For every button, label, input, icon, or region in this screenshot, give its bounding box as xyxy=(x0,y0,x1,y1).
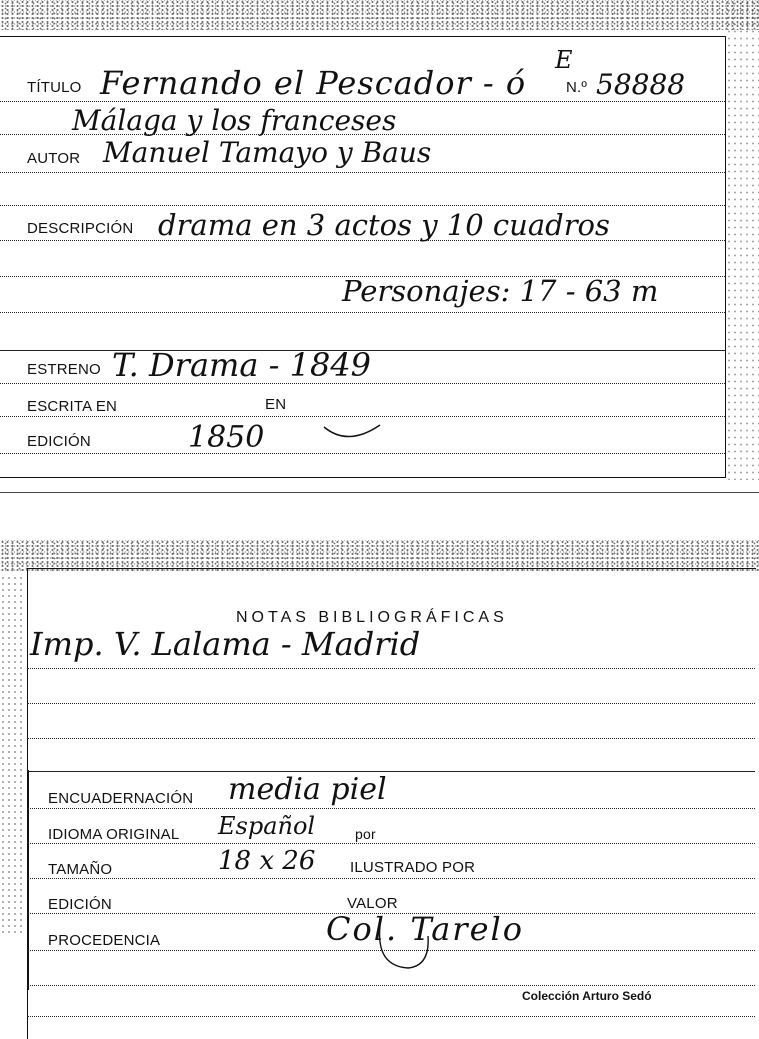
procedencia-handwritten: Col. Tarelo xyxy=(326,910,524,948)
encuadernacion-label: ENCUADERNACIÓN xyxy=(48,790,194,807)
rule xyxy=(27,668,755,669)
edicion-handwritten: 1850 xyxy=(188,420,265,455)
procedencia-label: PROCEDENCIA xyxy=(48,932,161,949)
numero-mark-handwritten: E xyxy=(555,46,573,74)
en-label: EN xyxy=(265,396,287,413)
titulo-line2-handwritten: Málaga y los franceses xyxy=(72,104,397,137)
curve-mark xyxy=(318,405,388,445)
titulo-handwritten: Fernando el Pescador - ó xyxy=(100,64,527,102)
notas-handwritten: Imp. V. Lalama - Madrid xyxy=(30,625,421,663)
ilustrado-label: ILUSTRADO POR xyxy=(350,859,476,876)
edicion-label: EDICIÓN xyxy=(27,433,91,450)
estreno-label: ESTRENO xyxy=(27,361,101,378)
escrita-en-label: ESCRITA EN xyxy=(27,398,118,415)
idioma-handwritten: Español xyxy=(218,812,316,840)
scan-noise-top xyxy=(0,0,759,30)
inner-left-border xyxy=(27,770,29,990)
numero-label: N.º xyxy=(566,79,588,96)
descripcion-label: DESCRIPCIÓN xyxy=(27,220,134,237)
scan-noise-right xyxy=(726,0,759,480)
rule xyxy=(27,843,755,844)
collection-credit: Colección Arturo Sedó xyxy=(522,989,652,1003)
tamano-label: TAMAÑO xyxy=(48,861,113,878)
rule xyxy=(27,878,755,879)
valor-label: VALOR xyxy=(347,895,398,912)
notas-title: NOTAS BIBLIOGRÁFICAS xyxy=(236,609,508,626)
encuadernacion-handwritten: media piel xyxy=(228,772,387,807)
rule xyxy=(0,205,725,206)
descripcion-handwritten: drama en 3 actos y 10 cuadros xyxy=(158,208,610,242)
rule xyxy=(27,771,755,772)
autor-handwritten: Manuel Tamayo y Baus xyxy=(103,136,432,169)
numero-handwritten: 58888 xyxy=(596,68,686,101)
titulo-label: TÍTULO xyxy=(27,79,82,96)
rule xyxy=(0,172,725,173)
autor-label: AUTOR xyxy=(27,150,81,167)
scan-noise-left xyxy=(0,575,24,935)
card-separator xyxy=(0,492,759,493)
rule xyxy=(27,1016,755,1017)
rule xyxy=(0,453,725,454)
hole-mark xyxy=(368,906,438,976)
personajes-handwritten: Personajes: 17 - 63 m xyxy=(342,274,659,308)
por-label: por xyxy=(355,826,376,842)
rule xyxy=(0,312,725,313)
rule xyxy=(27,985,755,986)
rule xyxy=(27,703,755,704)
rule xyxy=(27,738,755,739)
rule xyxy=(27,808,755,809)
idioma-label: IDIOMA ORIGINAL xyxy=(48,826,180,843)
edicion-b-label: EDICIÓN xyxy=(48,896,112,913)
tamano-handwritten: 18 x 26 xyxy=(218,846,316,876)
estreno-handwritten: T. Drama - 1849 xyxy=(112,346,372,384)
